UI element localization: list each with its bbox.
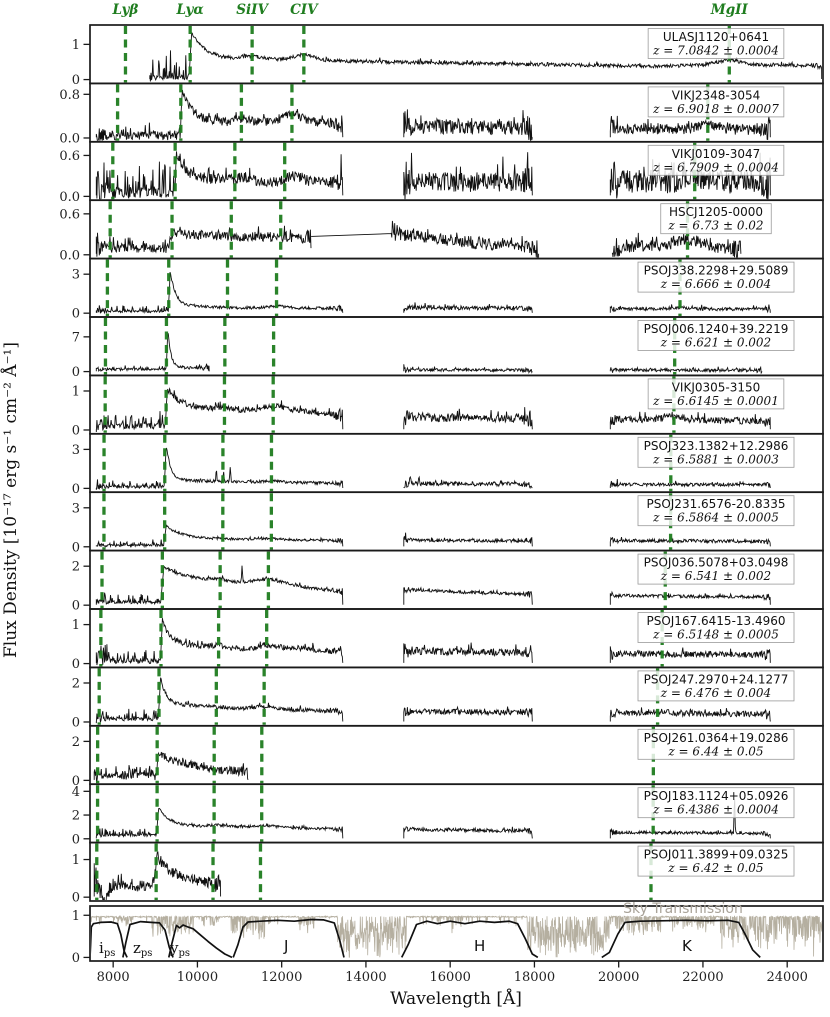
filter-sub: ps bbox=[178, 948, 191, 959]
y-tick-label: 0 bbox=[71, 832, 80, 848]
y-tick-label: 1 bbox=[71, 908, 80, 924]
object-redshift: z = 6.666 ± 0.004 bbox=[660, 277, 772, 292]
object-name: VIKJ0305-3150 bbox=[671, 380, 761, 395]
y-tick-label: 0 bbox=[71, 540, 80, 556]
sky-transmission-label: Sky Transmission bbox=[623, 901, 743, 917]
object-redshift: z = 6.73 ± 0.02 bbox=[668, 218, 764, 233]
object-redshift: z = 7.0842 ± 0.0004 bbox=[653, 43, 779, 58]
object-redshift: z = 6.4386 ± 0.0004 bbox=[653, 802, 779, 817]
y-tick-label: 0.8 bbox=[59, 87, 80, 103]
object-redshift: z = 6.44 ± 0.05 bbox=[668, 744, 764, 759]
object-name: ULASJ1120+0641 bbox=[662, 30, 770, 44]
emission-line-label-CIV: CIV bbox=[290, 2, 318, 18]
object-name: PSOJ183.1124+05.0926 bbox=[643, 789, 789, 804]
x-tick-label: 22000 bbox=[682, 970, 724, 985]
object-redshift: z = 6.5148 ± 0.0005 bbox=[653, 627, 779, 642]
emission-line-label-Lyα: Lyα bbox=[176, 2, 204, 18]
object-redshift: z = 6.7909 ± 0.0004 bbox=[653, 160, 779, 175]
object-redshift: z = 6.621 ± 0.002 bbox=[660, 335, 772, 350]
y-tick-label: 0.0 bbox=[59, 189, 80, 205]
object-name: PSOJ338.2298+29.5089 bbox=[643, 263, 789, 278]
object-name: PSOJ323.1382+12.2986 bbox=[643, 438, 789, 453]
y-tick-label: 0 bbox=[71, 73, 80, 89]
x-axis-title: Wavelength [Å] bbox=[390, 989, 522, 1009]
object-name: PSOJ036.5078+03.0498 bbox=[643, 555, 789, 570]
y-tick-label: 1 bbox=[71, 853, 80, 869]
y-tick-label: 2 bbox=[71, 559, 80, 575]
x-tick-label: 20000 bbox=[598, 970, 640, 985]
y-tick-label: 0 bbox=[71, 715, 80, 731]
object-redshift: z = 6.9018 ± 0.0007 bbox=[653, 101, 779, 116]
y-tick-label: 0 bbox=[71, 950, 80, 966]
filter-label-J bbox=[283, 937, 288, 955]
object-name: PSOJ261.0364+19.0286 bbox=[643, 730, 789, 745]
y-tick-label: 0.6 bbox=[59, 148, 80, 164]
object-name: HSCJ1205-0000 bbox=[669, 205, 763, 220]
y-tick-label: 7 bbox=[71, 330, 80, 346]
emission-line-label-Lyβ: Lyβ bbox=[112, 2, 139, 18]
object-name: PSOJ011.3899+09.0325 bbox=[643, 847, 789, 862]
y-tick-label: 1 bbox=[71, 384, 80, 400]
x-tick-label: 18000 bbox=[513, 970, 556, 985]
y-tick-label: 3 bbox=[71, 501, 80, 517]
x-tick-label: 16000 bbox=[429, 970, 471, 985]
y-tick-label: 1 bbox=[71, 618, 80, 634]
object-name: PSOJ231.6576-20.8335 bbox=[646, 497, 786, 512]
emission-line-label-SiIV: SiIV bbox=[236, 2, 268, 18]
filter-letter: H bbox=[474, 937, 486, 955]
y-tick-label: 3 bbox=[71, 442, 80, 458]
x-tick-label: 14000 bbox=[345, 970, 387, 985]
object-name: VIKJ2348-3054 bbox=[671, 88, 761, 103]
filter-label-K bbox=[682, 937, 693, 955]
x-tick-label: 10000 bbox=[176, 970, 219, 985]
filter-sub: ps bbox=[103, 948, 116, 959]
y-tick-label: 4 bbox=[71, 784, 80, 800]
y-tick-label: 0 bbox=[71, 657, 80, 673]
filter-letter: J bbox=[284, 937, 289, 955]
filter-letter: z bbox=[133, 939, 141, 957]
y-tick-label: 0 bbox=[71, 423, 80, 439]
y-tick-label: 0 bbox=[71, 306, 80, 322]
object-redshift: z = 6.42 ± 0.05 bbox=[668, 861, 764, 876]
emission-line-label-MgII: MgII bbox=[710, 2, 748, 18]
object-redshift: z = 6.476 ± 0.004 bbox=[660, 685, 772, 700]
object-name: PSOJ006.1240+39.2219 bbox=[643, 322, 789, 336]
y-tick-label: 0 bbox=[71, 481, 80, 497]
y-tick-label: 3 bbox=[71, 267, 80, 283]
x-tick-label: 12000 bbox=[260, 970, 303, 985]
y-tick-label: 0 bbox=[71, 773, 80, 789]
filter-letter: y bbox=[170, 939, 179, 957]
y-tick-label: 0.6 bbox=[59, 207, 80, 223]
object-redshift: z = 6.541 ± 0.002 bbox=[660, 569, 772, 584]
y-tick-label: 0 bbox=[71, 890, 80, 906]
x-tick-label: 24000 bbox=[766, 970, 808, 985]
y-tick-label: 0 bbox=[71, 598, 80, 614]
y-tick-label: 2 bbox=[71, 734, 80, 750]
filter-sub: ps bbox=[140, 948, 153, 959]
object-name: PSOJ167.6415-13.4960 bbox=[646, 614, 786, 628]
x-tick-label: 8000 bbox=[96, 970, 130, 985]
filter-letter: K bbox=[682, 937, 692, 955]
y-axis-title: Flux Density [10⁻¹⁷ erg s⁻¹ cm⁻² Å⁻¹] bbox=[1, 341, 21, 659]
object-redshift: z = 6.5864 ± 0.0005 bbox=[653, 510, 779, 525]
y-tick-label: 0 bbox=[71, 365, 80, 381]
object-name: PSOJ247.2970+24.1277 bbox=[643, 672, 789, 687]
y-tick-label: 2 bbox=[71, 676, 80, 692]
y-tick-label: 0.0 bbox=[59, 248, 80, 264]
object-redshift: z = 6.6145 ± 0.0001 bbox=[653, 393, 779, 408]
object-name: VIKJ0109-3047 bbox=[671, 146, 761, 161]
filter-letter: i bbox=[99, 939, 104, 957]
object-redshift: z = 6.5881 ± 0.0003 bbox=[653, 452, 779, 467]
y-tick-label: 1 bbox=[71, 37, 80, 53]
y-tick-label: 0.0 bbox=[59, 131, 80, 147]
filter-label-H bbox=[474, 937, 485, 955]
y-tick-label: 2 bbox=[71, 808, 80, 824]
